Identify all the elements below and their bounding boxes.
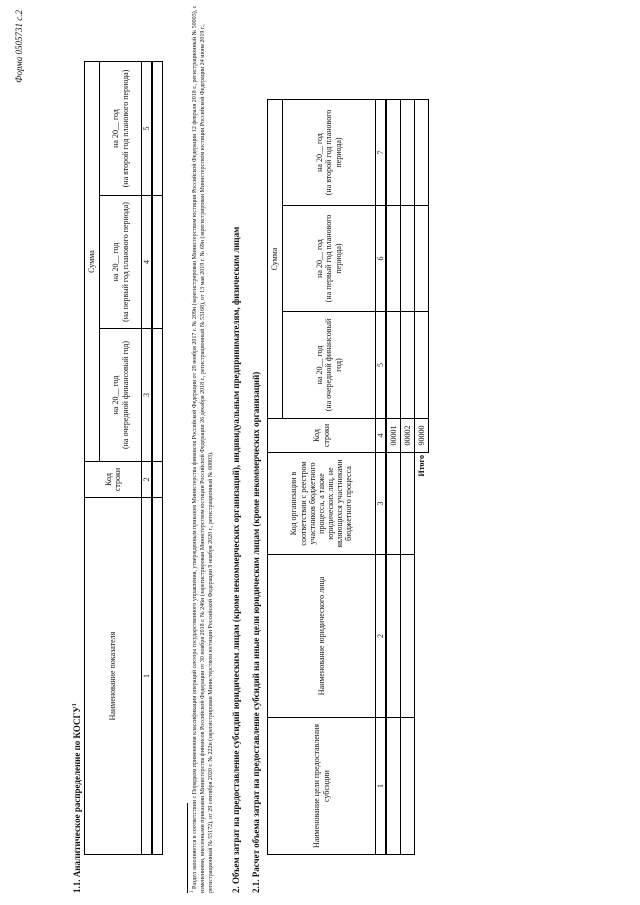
- col-number: 1: [142, 498, 153, 855]
- col-number: 5: [376, 312, 387, 419]
- cell-year3[interactable]: [386, 100, 400, 206]
- total-row: [414, 100, 428, 855]
- cell-code[interactable]: [152, 462, 162, 498]
- total-code: 90000: [414, 419, 428, 453]
- footnote-text: $^1$ Раздел заполняется в соответствии с Порядком применения классификации операций сектора государственного управления, утвержденным приказом Министерства финансов Российской Федерации от 29 ноября 2017 г. № 209н (зарегистрирован Министерством юстиции Российской Федерации 12 февраля 2018 г., регистрационный № 50003), с изменениями, внесенными приказами Министерства финансов Российской Федерации от 30 ноября 2018 г. № 246н (зарегистрирован Министерством юстиции Российской Федерации 26 декабря 2018 г., регистрационный № 53168), от 13 мая 2019 г. № 69н (зарегистрирован Министерством юстиции Российской Федерации 24 июня 2019 г., регистрационный № 55172), от 29 сентября 2020 г. № 222н (зарегистрирован Министерством юстиции Российской Федерации 9 ноября 2020 г., регистрационный № 60803).: [190, 5, 214, 893]
- col-number: 3: [376, 453, 387, 555]
- cell-year2[interactable]: [400, 206, 414, 312]
- col-number: 5: [142, 62, 153, 196]
- header-year1: на 20__ год (на очередной финансовый год): [100, 329, 142, 462]
- col-number: 4: [142, 196, 153, 329]
- col-number: 3: [142, 329, 153, 462]
- header-code: Код строки: [85, 462, 142, 498]
- cell-entity[interactable]: [400, 555, 414, 718]
- total-year1[interactable]: [414, 312, 428, 419]
- header-year3: на 20__ год (на второй год планового периода): [100, 62, 142, 196]
- col-number: 2: [142, 462, 153, 498]
- total-year3[interactable]: [414, 100, 428, 206]
- header-sum: Сумма: [268, 100, 283, 419]
- header-year1: на 20__ год (на очередной финансовый год): [283, 312, 376, 419]
- cell-org-code[interactable]: [400, 453, 414, 555]
- total-label: Итого: [416, 455, 426, 477]
- kosgu-table: [84, 61, 163, 855]
- section-2-1-title: 2.1. Расчет объема затрат на предоставление субсидий на иные цели юридическим лицам (кроме некоммерческих организаций): [251, 371, 261, 893]
- header-org-code: Код организации в соответствии с реестром участников бюджетного процесса, а также юридических лиц, не являющихся участниками бюджетного процесса: [268, 453, 376, 555]
- subsidy-table: [267, 99, 429, 855]
- cell-purpose[interactable]: [386, 718, 400, 855]
- table-row: [386, 100, 400, 855]
- header-year2: на 20__ год (на первый год планового периода): [100, 196, 142, 329]
- cell-year3[interactable]: [152, 62, 162, 196]
- header-purpose: Наименование цели предоставления субсидии: [268, 718, 376, 855]
- col-number: 6: [376, 206, 387, 312]
- section-2-title: 2. Объем затрат на предоставление субсидий юридическим лицам (кроме некоммерческих организаций), индивидуальным предпринимателям, физическим лицам: [231, 226, 241, 893]
- table-row: [400, 100, 414, 855]
- header-code: Код строки: [268, 419, 376, 453]
- table-row: [152, 62, 162, 855]
- cell-indicator[interactable]: [152, 498, 162, 855]
- col-number: 7: [376, 100, 387, 206]
- cell-year2[interactable]: [386, 206, 400, 312]
- cell-year1[interactable]: [386, 312, 400, 419]
- cell-org-code[interactable]: [386, 453, 400, 555]
- header-entity: Наименование юридического лица: [268, 555, 376, 718]
- cell-row-code: 00001: [386, 419, 400, 453]
- cell-purpose[interactable]: [400, 718, 414, 855]
- cell-year2[interactable]: [152, 196, 162, 329]
- header-year2: на 20__ год (на первый год планового периода): [283, 206, 376, 312]
- cell-year1[interactable]: [400, 312, 414, 419]
- col-number: 4: [376, 419, 387, 453]
- cell-year3[interactable]: [400, 100, 414, 206]
- total-year2[interactable]: [414, 206, 428, 312]
- cell-year1[interactable]: [152, 329, 162, 462]
- section-1-1-title: 1.1. Аналитическое распределение по КОСГУ$^1$: [72, 703, 82, 893]
- header-year3: на 20__ год (на второй год планового периода): [283, 100, 376, 206]
- form-number: Форма 0505731 с.2: [14, 10, 24, 83]
- header-sum: Сумма: [85, 62, 100, 462]
- cell-row-code: 00002: [400, 419, 414, 453]
- header-indicator: Наименование показателя: [85, 498, 142, 855]
- cell-entity[interactable]: [386, 555, 400, 718]
- footnote-rule: [187, 803, 188, 893]
- col-number: 2: [376, 555, 387, 718]
- col-number: 1: [376, 718, 387, 855]
